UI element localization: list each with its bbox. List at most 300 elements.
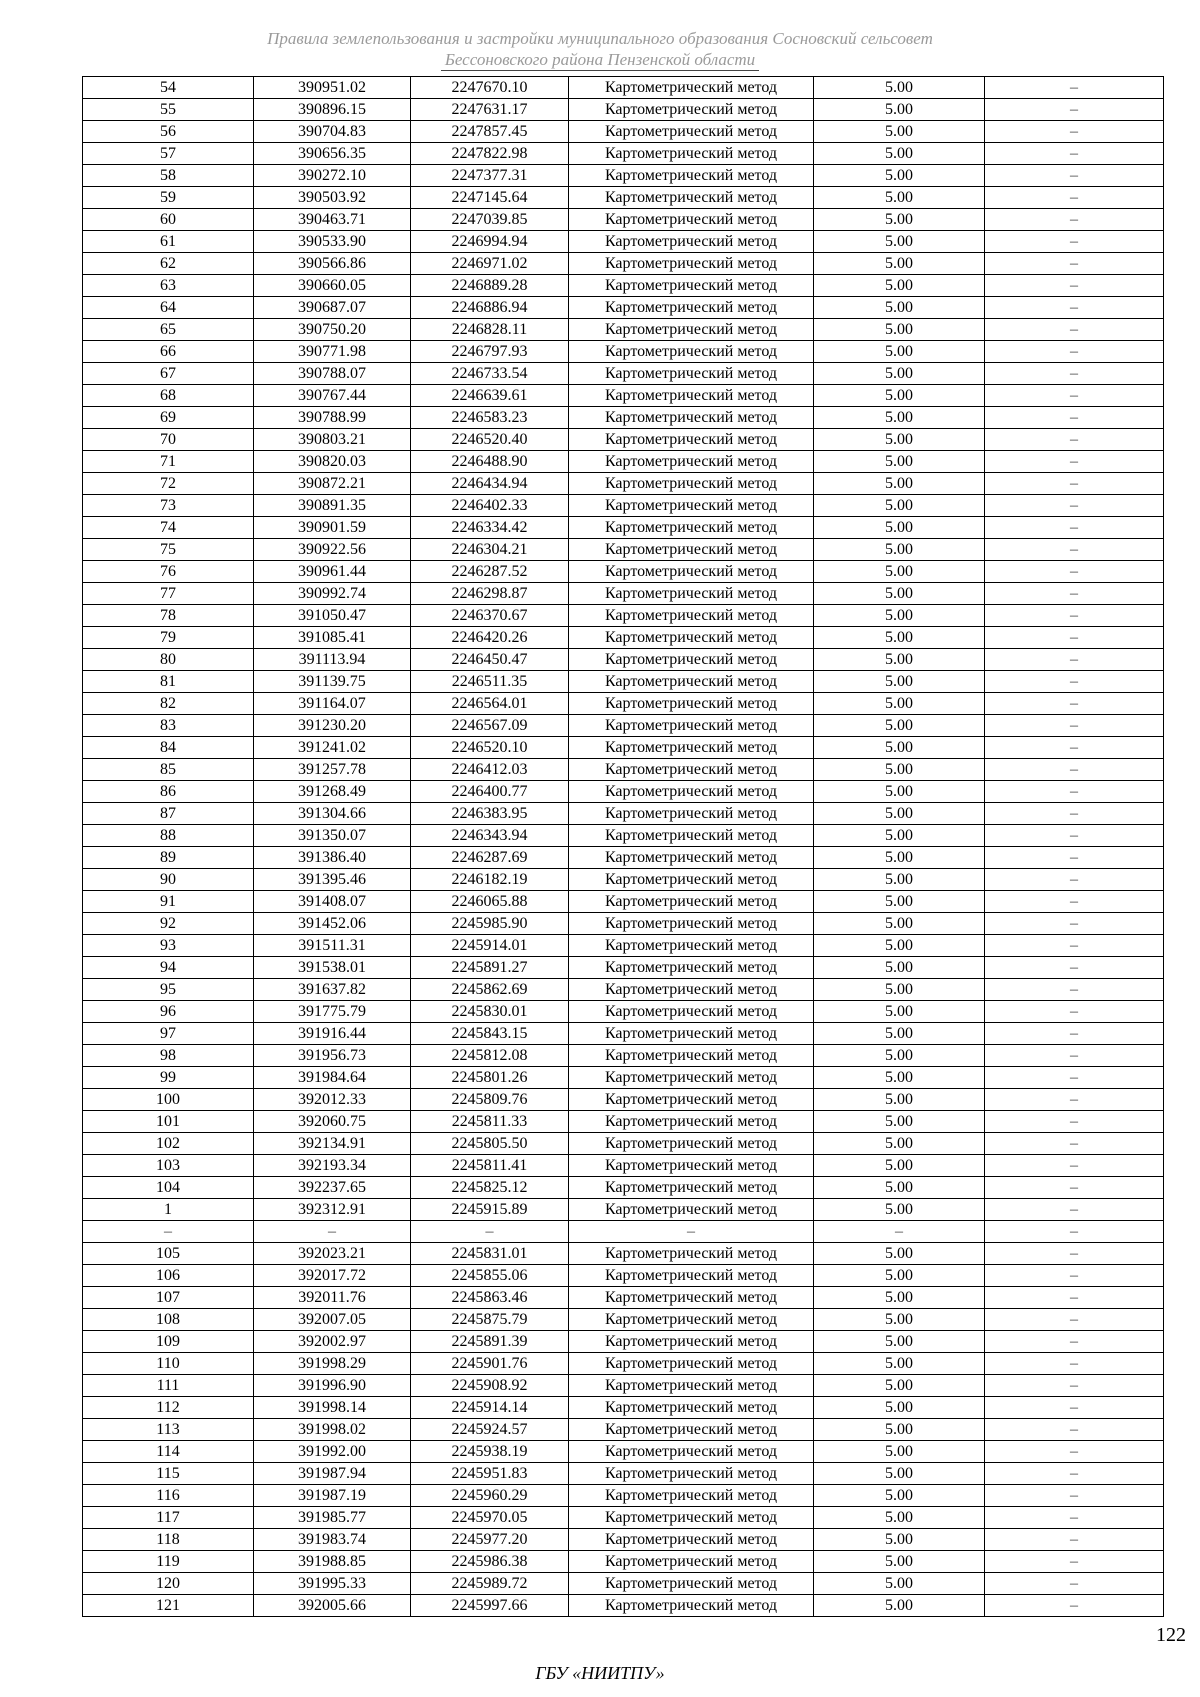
description-cell: – (985, 1353, 1164, 1375)
page-header (0, 28, 1200, 71)
table-row (83, 1199, 1164, 1221)
point-number-cell: 74 (83, 517, 254, 539)
y-coordinate-cell: 2247377.31 (411, 165, 569, 187)
table-row (83, 231, 1164, 253)
accuracy-cell: 5.00 (814, 825, 985, 847)
y-coordinate-cell: 2246400.77 (411, 781, 569, 803)
method-cell: Картометрический метод (569, 583, 814, 605)
method-cell: Картометрический метод (569, 935, 814, 957)
method-cell: Картометрический метод (569, 1023, 814, 1045)
method-cell: Картометрический метод (569, 1529, 814, 1551)
y-coordinate-cell: 2246733.54 (411, 363, 569, 385)
table-row (83, 1067, 1164, 1089)
table-row (83, 517, 1164, 539)
y-coordinate-cell: 2246828.11 (411, 319, 569, 341)
table-row (83, 1023, 1164, 1045)
x-coordinate-cell: 391304.66 (254, 803, 411, 825)
point-number-cell: 99 (83, 1067, 254, 1089)
accuracy-cell: 5.00 (814, 1265, 985, 1287)
y-coordinate-cell: 2245831.01 (411, 1243, 569, 1265)
y-coordinate-cell: 2245875.79 (411, 1309, 569, 1331)
method-cell: Картометрический метод (569, 671, 814, 693)
x-coordinate-cell: 391775.79 (254, 1001, 411, 1023)
method-cell: Картометрический метод (569, 319, 814, 341)
description-cell: – (985, 231, 1164, 253)
description-cell: – (985, 539, 1164, 561)
point-number-cell: 101 (83, 1111, 254, 1133)
x-coordinate-cell: 392007.05 (254, 1309, 411, 1331)
accuracy-cell: 5.00 (814, 1529, 985, 1551)
description-cell: – (985, 385, 1164, 407)
description-cell: – (985, 1243, 1164, 1265)
method-cell: Картометрический метод (569, 803, 814, 825)
y-coordinate-cell: 2246511.35 (411, 671, 569, 693)
description-cell: – (985, 1199, 1164, 1221)
point-number-cell: 106 (83, 1265, 254, 1287)
method-cell: Картометрический метод (569, 759, 814, 781)
method-cell: Картометрический метод (569, 891, 814, 913)
x-coordinate-cell: 390687.07 (254, 297, 411, 319)
y-coordinate-cell: 2245924.57 (411, 1419, 569, 1441)
table-row (83, 1375, 1164, 1397)
point-number-cell: 91 (83, 891, 254, 913)
point-number-cell: 84 (83, 737, 254, 759)
method-cell: Картометрический метод (569, 869, 814, 891)
accuracy-cell: 5.00 (814, 1287, 985, 1309)
point-number-cell: 118 (83, 1529, 254, 1551)
accuracy-cell: 5.00 (814, 253, 985, 275)
point-number-cell: 70 (83, 429, 254, 451)
y-coordinate-cell: 2245915.89 (411, 1199, 569, 1221)
y-coordinate-cell: 2247631.17 (411, 99, 569, 121)
accuracy-cell: 5.00 (814, 1463, 985, 1485)
table-row (83, 1133, 1164, 1155)
coordinates-table-body (83, 77, 1164, 1617)
table-row (83, 253, 1164, 275)
table-row (83, 209, 1164, 231)
table-row (83, 913, 1164, 935)
accuracy-cell: 5.00 (814, 1595, 985, 1617)
x-coordinate-cell: 390566.86 (254, 253, 411, 275)
accuracy-cell: 5.00 (814, 121, 985, 143)
y-coordinate-cell: 2245997.66 (411, 1595, 569, 1617)
description-cell: – (985, 1331, 1164, 1353)
accuracy-cell: 5.00 (814, 561, 985, 583)
x-coordinate-cell: 391113.94 (254, 649, 411, 671)
y-coordinate-cell: 2245830.01 (411, 1001, 569, 1023)
point-number-cell: 1 (83, 1199, 254, 1221)
point-number-cell: 60 (83, 209, 254, 231)
x-coordinate-cell: 391511.31 (254, 935, 411, 957)
point-number-cell: 103 (83, 1155, 254, 1177)
y-coordinate-cell: – (411, 1221, 569, 1243)
description-cell: – (985, 1111, 1164, 1133)
description-cell: – (985, 825, 1164, 847)
y-coordinate-cell: 2246420.26 (411, 627, 569, 649)
table-row (83, 1529, 1164, 1551)
y-coordinate-cell: 2245843.15 (411, 1023, 569, 1045)
y-coordinate-cell: 2245809.76 (411, 1089, 569, 1111)
method-cell: Картометрический метод (569, 539, 814, 561)
description-cell: – (985, 517, 1164, 539)
x-coordinate-cell: 391998.14 (254, 1397, 411, 1419)
description-cell: – (985, 1397, 1164, 1419)
accuracy-cell: 5.00 (814, 627, 985, 649)
point-number-cell: 94 (83, 957, 254, 979)
x-coordinate-cell: 390656.35 (254, 143, 411, 165)
method-cell: Картометрический метод (569, 1507, 814, 1529)
point-number-cell: 86 (83, 781, 254, 803)
table-row (83, 429, 1164, 451)
method-cell: Картометрический метод (569, 209, 814, 231)
point-number-cell: 107 (83, 1287, 254, 1309)
description-cell: – (985, 407, 1164, 429)
description-cell: – (985, 1441, 1164, 1463)
method-cell: Картометрический метод (569, 1177, 814, 1199)
description-cell: – (985, 759, 1164, 781)
x-coordinate-cell: 392011.76 (254, 1287, 411, 1309)
x-coordinate-cell: 391995.33 (254, 1573, 411, 1595)
y-coordinate-cell: 2245891.27 (411, 957, 569, 979)
method-cell: Картометрический метод (569, 165, 814, 187)
accuracy-cell: 5.00 (814, 1397, 985, 1419)
x-coordinate-cell: 391992.00 (254, 1441, 411, 1463)
accuracy-cell: 5.00 (814, 671, 985, 693)
accuracy-cell: 5.00 (814, 1243, 985, 1265)
x-coordinate-cell: 391386.40 (254, 847, 411, 869)
x-coordinate-cell: 391987.19 (254, 1485, 411, 1507)
y-coordinate-cell: 2247857.45 (411, 121, 569, 143)
y-coordinate-cell: 2246797.93 (411, 341, 569, 363)
accuracy-cell: 5.00 (814, 1551, 985, 1573)
method-cell: Картометрический метод (569, 561, 814, 583)
header-line-2: Бессоновского района Пензенской области (441, 49, 759, 71)
x-coordinate-cell: 391956.73 (254, 1045, 411, 1067)
table-row (83, 891, 1164, 913)
accuracy-cell: 5.00 (814, 517, 985, 539)
point-number-cell: 79 (83, 627, 254, 649)
accuracy-cell: 5.00 (814, 583, 985, 605)
header-line-1: Правила землепользования и застройки муниципального образования Сосновский сельсовет (267, 29, 933, 48)
x-coordinate-cell: 392193.34 (254, 1155, 411, 1177)
point-number-cell: 121 (83, 1595, 254, 1617)
x-coordinate-cell: 391996.90 (254, 1375, 411, 1397)
table-row (83, 715, 1164, 737)
table-row (83, 275, 1164, 297)
description-cell: – (985, 583, 1164, 605)
y-coordinate-cell: 2246412.03 (411, 759, 569, 781)
table-row (83, 539, 1164, 561)
y-coordinate-cell: 2245938.19 (411, 1441, 569, 1463)
accuracy-cell: 5.00 (814, 473, 985, 495)
point-number-cell: 63 (83, 275, 254, 297)
table-row (83, 693, 1164, 715)
point-number-cell: 62 (83, 253, 254, 275)
description-cell: – (985, 869, 1164, 891)
table-row (83, 979, 1164, 1001)
accuracy-cell: 5.00 (814, 715, 985, 737)
description-cell: – (985, 297, 1164, 319)
y-coordinate-cell: 2245914.01 (411, 935, 569, 957)
table-row (83, 1309, 1164, 1331)
y-coordinate-cell: 2245989.72 (411, 1573, 569, 1595)
accuracy-cell: 5.00 (814, 99, 985, 121)
method-cell: Картометрический метод (569, 517, 814, 539)
method-cell: Картометрический метод (569, 1265, 814, 1287)
method-cell: Картометрический метод (569, 1067, 814, 1089)
x-coordinate-cell: 391988.85 (254, 1551, 411, 1573)
y-coordinate-cell: 2246994.94 (411, 231, 569, 253)
x-coordinate-cell: 391983.74 (254, 1529, 411, 1551)
accuracy-cell: 5.00 (814, 1067, 985, 1089)
y-coordinate-cell: 2245811.41 (411, 1155, 569, 1177)
table-row (83, 847, 1164, 869)
description-cell: – (985, 495, 1164, 517)
y-coordinate-cell: 2245891.39 (411, 1331, 569, 1353)
x-coordinate-cell: 390771.98 (254, 341, 411, 363)
method-cell: Картометрический метод (569, 1133, 814, 1155)
point-number-cell: 92 (83, 913, 254, 935)
method-cell: Картометрический метод (569, 715, 814, 737)
x-coordinate-cell: 392017.72 (254, 1265, 411, 1287)
point-number-cell: 59 (83, 187, 254, 209)
x-coordinate-cell: 391998.29 (254, 1353, 411, 1375)
point-number-cell: 57 (83, 143, 254, 165)
x-coordinate-cell: 391230.20 (254, 715, 411, 737)
y-coordinate-cell: 2245908.92 (411, 1375, 569, 1397)
description-cell: – (985, 979, 1164, 1001)
y-coordinate-cell: 2247145.64 (411, 187, 569, 209)
y-coordinate-cell: 2245960.29 (411, 1485, 569, 1507)
method-cell: Картометрический метод (569, 627, 814, 649)
method-cell: Картометрический метод (569, 1595, 814, 1617)
method-cell: Картометрический метод (569, 693, 814, 715)
method-cell: Картометрический метод (569, 385, 814, 407)
table-row (83, 671, 1164, 693)
accuracy-cell: 5.00 (814, 1485, 985, 1507)
table-row (83, 1353, 1164, 1375)
y-coordinate-cell: 2245855.06 (411, 1265, 569, 1287)
accuracy-cell: 5.00 (814, 1419, 985, 1441)
x-coordinate-cell: 391987.94 (254, 1463, 411, 1485)
coordinates-table (82, 76, 1164, 1617)
x-coordinate-cell: 391408.07 (254, 891, 411, 913)
table-row (83, 737, 1164, 759)
x-coordinate-cell: 391050.47 (254, 605, 411, 627)
description-cell: – (985, 935, 1164, 957)
point-number-cell: 81 (83, 671, 254, 693)
table-row (83, 385, 1164, 407)
point-number-cell: 110 (83, 1353, 254, 1375)
description-cell: – (985, 253, 1164, 275)
y-coordinate-cell: 2246434.94 (411, 473, 569, 495)
method-cell: Картометрический метод (569, 913, 814, 935)
accuracy-cell: 5.00 (814, 803, 985, 825)
accuracy-cell: 5.00 (814, 935, 985, 957)
description-cell: – (985, 451, 1164, 473)
description-cell: – (985, 1485, 1164, 1507)
table-row (83, 1551, 1164, 1573)
description-cell: – (985, 1089, 1164, 1111)
x-coordinate-cell: 390767.44 (254, 385, 411, 407)
description-cell: – (985, 891, 1164, 913)
y-coordinate-cell: 2246182.19 (411, 869, 569, 891)
table-row (83, 1221, 1164, 1243)
method-cell: Картометрический метод (569, 143, 814, 165)
accuracy-cell: 5.00 (814, 847, 985, 869)
description-cell: – (985, 649, 1164, 671)
y-coordinate-cell: 2245812.08 (411, 1045, 569, 1067)
x-coordinate-cell: 390896.15 (254, 99, 411, 121)
y-coordinate-cell: 2246450.47 (411, 649, 569, 671)
accuracy-cell: 5.00 (814, 913, 985, 935)
description-cell: – (985, 1023, 1164, 1045)
method-cell: Картометрический метод (569, 1573, 814, 1595)
x-coordinate-cell: 390463.71 (254, 209, 411, 231)
description-cell: – (985, 803, 1164, 825)
table-row (83, 1419, 1164, 1441)
method-cell: Картометрический метод (569, 1287, 814, 1309)
point-number-cell: 111 (83, 1375, 254, 1397)
method-cell: Картометрический метод (569, 737, 814, 759)
accuracy-cell: 5.00 (814, 297, 985, 319)
y-coordinate-cell: 2246488.90 (411, 451, 569, 473)
description-cell: – (985, 209, 1164, 231)
description-cell: – (985, 319, 1164, 341)
x-coordinate-cell: 392237.65 (254, 1177, 411, 1199)
y-coordinate-cell: 2246971.02 (411, 253, 569, 275)
accuracy-cell: 5.00 (814, 341, 985, 363)
method-cell: Картометрический метод (569, 1001, 814, 1023)
point-number-cell: 88 (83, 825, 254, 847)
x-coordinate-cell: 390820.03 (254, 451, 411, 473)
y-coordinate-cell: 2245811.33 (411, 1111, 569, 1133)
method-cell: Картометрический метод (569, 1111, 814, 1133)
description-cell: – (985, 913, 1164, 935)
accuracy-cell: 5.00 (814, 143, 985, 165)
accuracy-cell: 5.00 (814, 187, 985, 209)
point-number-cell: 98 (83, 1045, 254, 1067)
x-coordinate-cell: 390704.83 (254, 121, 411, 143)
y-coordinate-cell: 2246334.42 (411, 517, 569, 539)
x-coordinate-cell: 391241.02 (254, 737, 411, 759)
y-coordinate-cell: 2246520.40 (411, 429, 569, 451)
x-coordinate-cell: 391637.82 (254, 979, 411, 1001)
method-cell: Картометрический метод (569, 429, 814, 451)
accuracy-cell: 5.00 (814, 957, 985, 979)
x-coordinate-cell: 391268.49 (254, 781, 411, 803)
description-cell: – (985, 1177, 1164, 1199)
y-coordinate-cell: 2246287.69 (411, 847, 569, 869)
method-cell: Картометрический метод (569, 451, 814, 473)
method-cell: Картометрический метод (569, 297, 814, 319)
point-number-cell: 72 (83, 473, 254, 495)
table-row (83, 319, 1164, 341)
accuracy-cell: 5.00 (814, 869, 985, 891)
description-cell: – (985, 1045, 1164, 1067)
method-cell: Картометрический метод (569, 847, 814, 869)
x-coordinate-cell: 390803.21 (254, 429, 411, 451)
x-coordinate-cell: 391164.07 (254, 693, 411, 715)
table-row (83, 165, 1164, 187)
point-number-cell: 100 (83, 1089, 254, 1111)
point-number-cell: 96 (83, 1001, 254, 1023)
method-cell: Картометрический метод (569, 231, 814, 253)
x-coordinate-cell: 390272.10 (254, 165, 411, 187)
accuracy-cell: 5.00 (814, 407, 985, 429)
table-row (83, 1441, 1164, 1463)
x-coordinate-cell: 390901.59 (254, 517, 411, 539)
description-cell: – (985, 561, 1164, 583)
method-cell: Картометрический метод (569, 825, 814, 847)
point-number-cell: 87 (83, 803, 254, 825)
table-row (83, 1331, 1164, 1353)
x-coordinate-cell: 392002.97 (254, 1331, 411, 1353)
method-cell: Картометрический метод (569, 473, 814, 495)
table-row (83, 121, 1164, 143)
table-row (83, 627, 1164, 649)
point-number-cell: 102 (83, 1133, 254, 1155)
description-cell: – (985, 363, 1164, 385)
point-number-cell: 65 (83, 319, 254, 341)
method-cell: Картометрический метод (569, 1463, 814, 1485)
x-coordinate-cell: 390992.74 (254, 583, 411, 605)
accuracy-cell: – (814, 1221, 985, 1243)
accuracy-cell: 5.00 (814, 275, 985, 297)
accuracy-cell: 5.00 (814, 1023, 985, 1045)
point-number-cell: 80 (83, 649, 254, 671)
table-row (83, 407, 1164, 429)
table-row (83, 1507, 1164, 1529)
table-row (83, 363, 1164, 385)
y-coordinate-cell: 2246287.52 (411, 561, 569, 583)
method-cell: Картометрический метод (569, 99, 814, 121)
point-number-cell: 89 (83, 847, 254, 869)
y-coordinate-cell: 2247039.85 (411, 209, 569, 231)
x-coordinate-cell: 390503.92 (254, 187, 411, 209)
point-number-cell: 108 (83, 1309, 254, 1331)
point-number-cell: 66 (83, 341, 254, 363)
description-cell: – (985, 275, 1164, 297)
description-cell: – (985, 781, 1164, 803)
method-cell: Картометрический метод (569, 1441, 814, 1463)
accuracy-cell: 5.00 (814, 891, 985, 913)
point-number-cell: 67 (83, 363, 254, 385)
point-number-cell: 58 (83, 165, 254, 187)
table-row (83, 1045, 1164, 1067)
method-cell: Картометрический метод (569, 1419, 814, 1441)
point-number-cell: – (83, 1221, 254, 1243)
accuracy-cell: 5.00 (814, 1309, 985, 1331)
point-number-cell: 78 (83, 605, 254, 627)
y-coordinate-cell: 2246304.21 (411, 539, 569, 561)
table-row (83, 649, 1164, 671)
point-number-cell: 114 (83, 1441, 254, 1463)
y-coordinate-cell: 2245862.69 (411, 979, 569, 1001)
accuracy-cell: 5.00 (814, 385, 985, 407)
y-coordinate-cell: 2246567.09 (411, 715, 569, 737)
description-cell: – (985, 1155, 1164, 1177)
table-row (83, 1111, 1164, 1133)
table-row (83, 1177, 1164, 1199)
y-coordinate-cell: 2246886.94 (411, 297, 569, 319)
method-cell: Картометрический метод (569, 121, 814, 143)
table-row (83, 1265, 1164, 1287)
accuracy-cell: 5.00 (814, 77, 985, 99)
x-coordinate-cell: 391257.78 (254, 759, 411, 781)
description-cell: – (985, 957, 1164, 979)
method-cell: Картометрический метод (569, 1199, 814, 1221)
